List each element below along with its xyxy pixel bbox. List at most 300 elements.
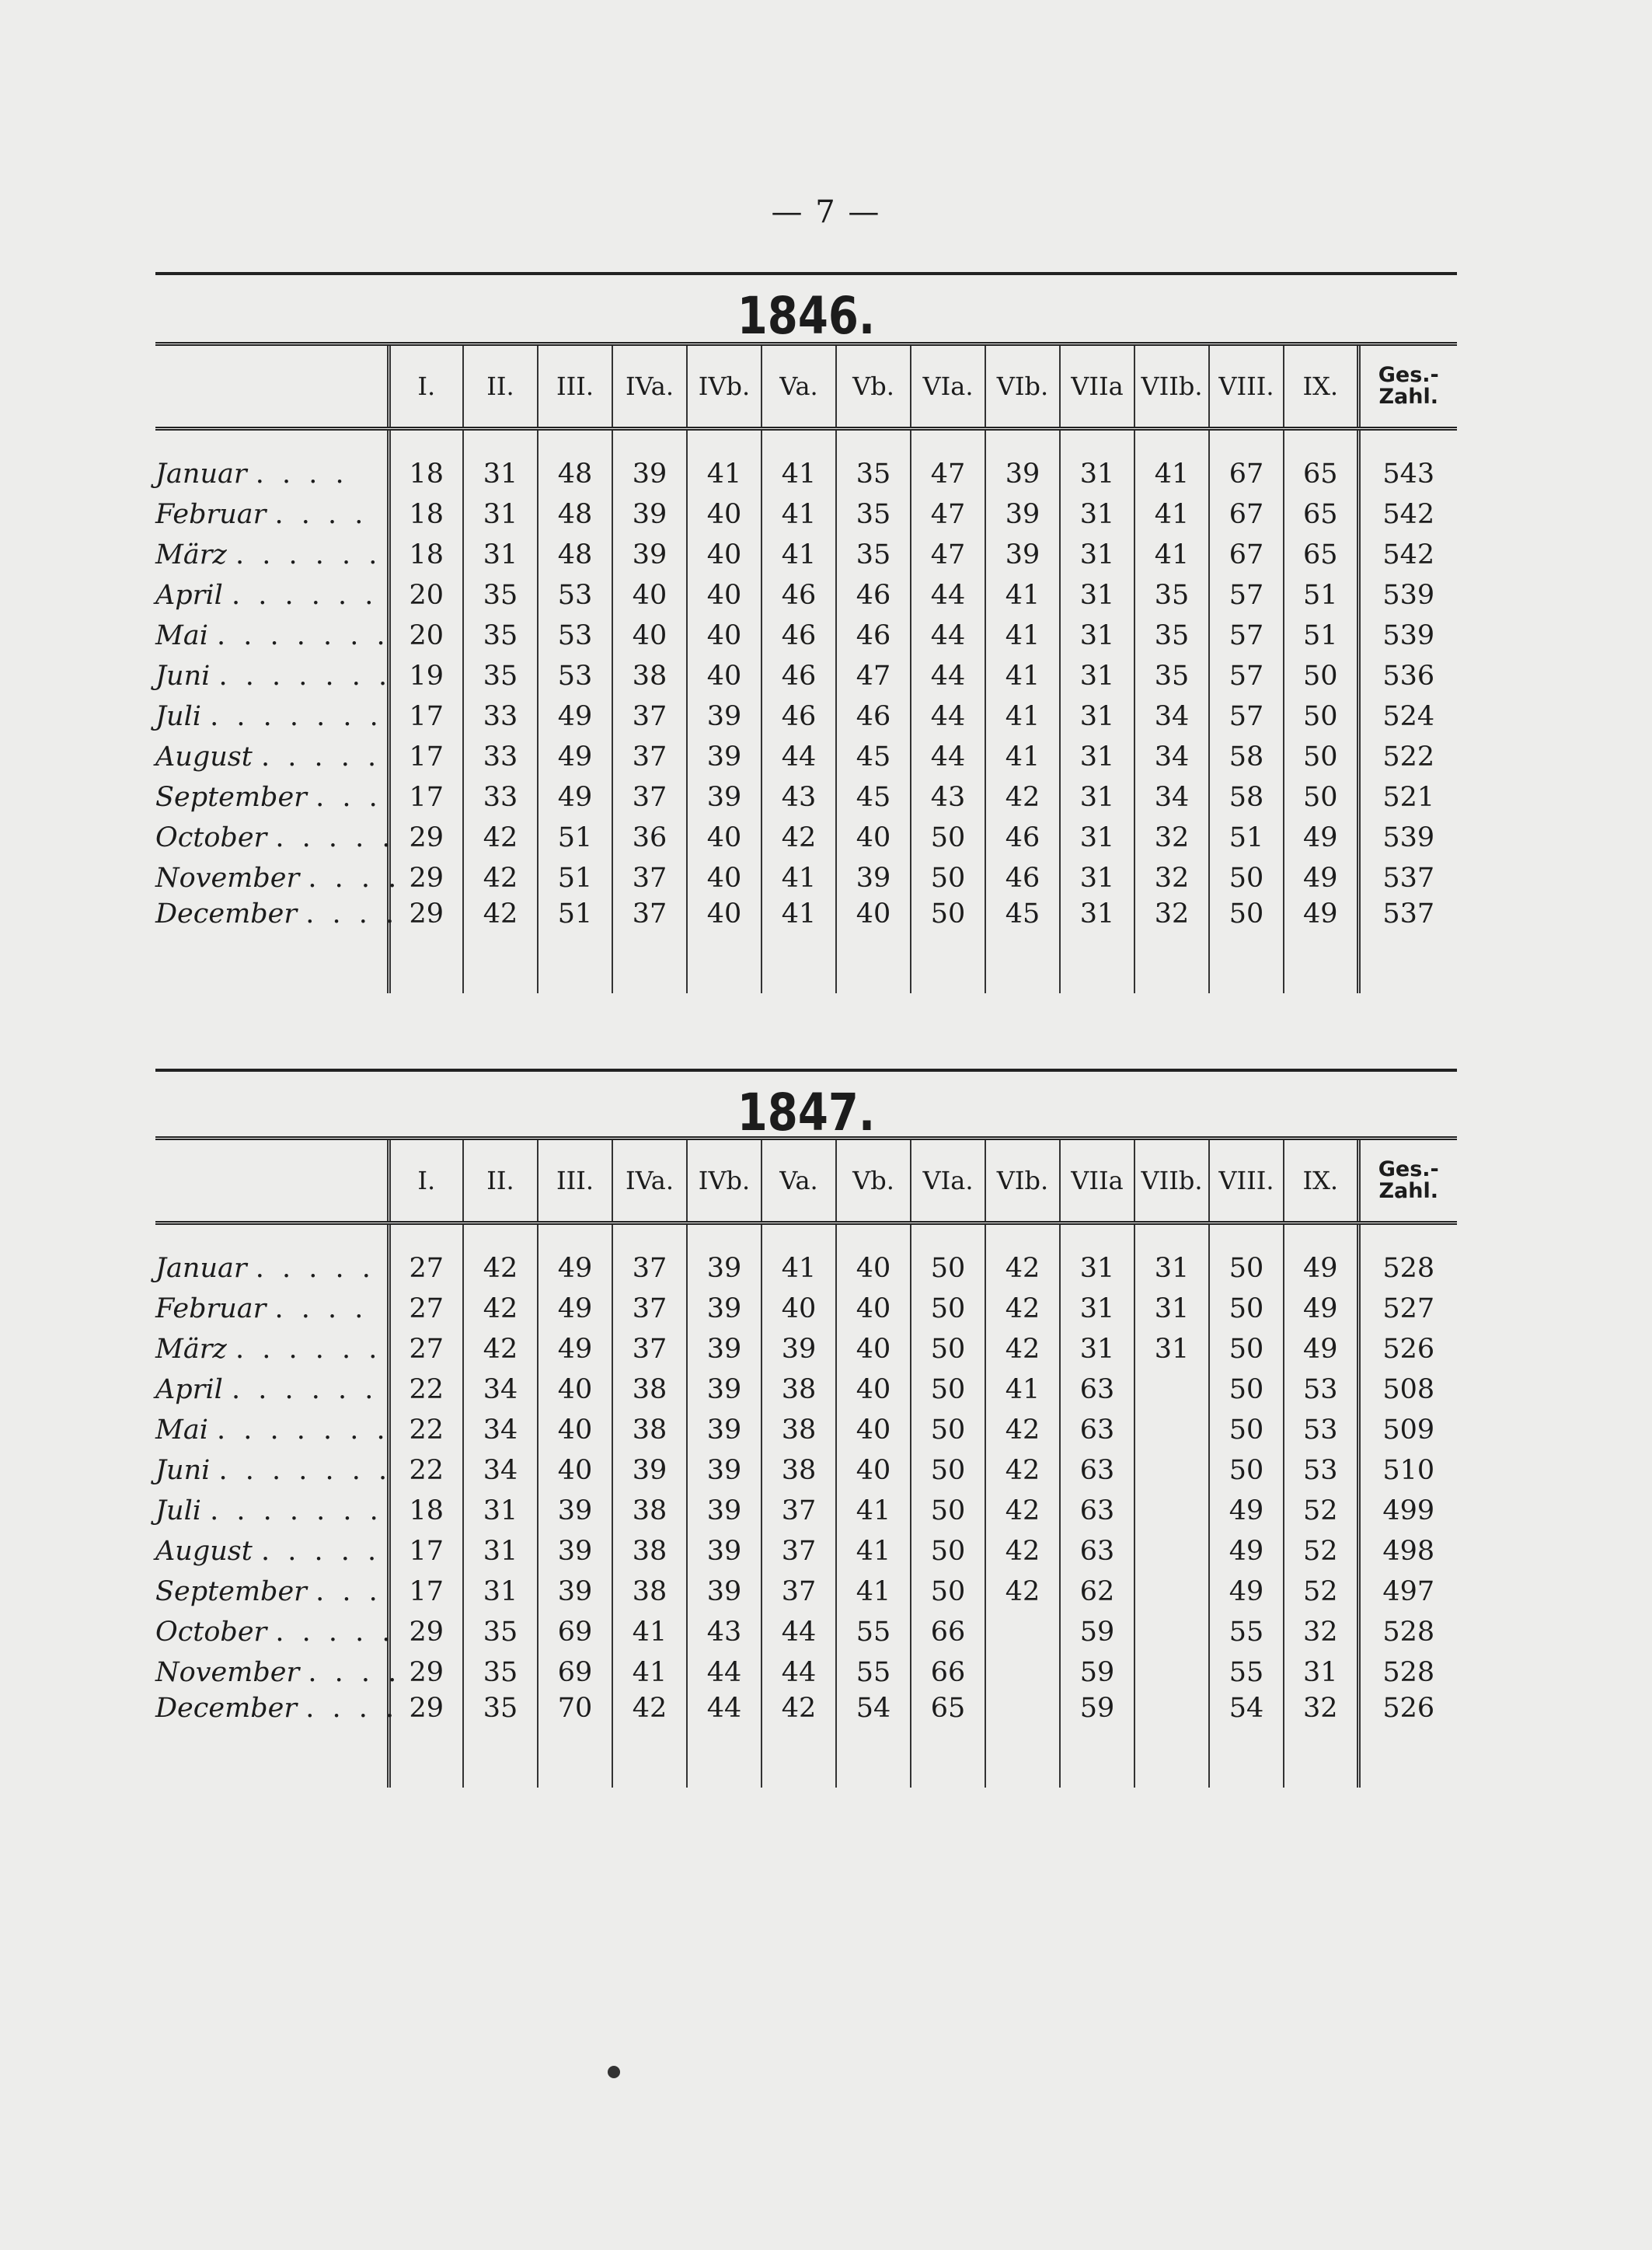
value-cell: 48	[538, 535, 612, 575]
value-cell: 41	[1134, 535, 1209, 575]
value-cell: 31	[463, 1572, 538, 1612]
value-cell: 41	[762, 858, 836, 898]
month-label: Mai	[155, 620, 208, 651]
leader-dots: . . . . . . .	[217, 620, 390, 651]
column-header: Vb.	[836, 344, 911, 429]
value-cell: 38	[612, 1572, 687, 1612]
value-cell	[985, 1693, 1060, 1788]
value-cell: 40	[836, 1410, 911, 1450]
value-cell: 41	[762, 535, 836, 575]
value-cell: 539	[1358, 575, 1457, 616]
value-cell: 46	[985, 858, 1060, 898]
value-cell: 63	[1060, 1531, 1134, 1572]
table-row	[155, 1450, 1457, 1491]
value-cell: 50	[911, 858, 985, 898]
value-cell: 40	[687, 575, 762, 616]
month-cell	[155, 1572, 389, 1612]
value-cell: 49	[1284, 1223, 1358, 1289]
value-cell: 35	[463, 575, 538, 616]
leader-dots: . . . .	[308, 1657, 402, 1688]
value-cell: 39	[836, 858, 911, 898]
value-cell: 50	[1209, 1289, 1284, 1329]
value-cell: 59	[1060, 1693, 1134, 1788]
value-cell: 32	[1134, 898, 1209, 993]
table-row	[155, 535, 1457, 575]
column-header: VIIa	[1060, 1139, 1134, 1223]
column-header: VIa.	[911, 1139, 985, 1223]
value-cell: 51	[1284, 616, 1358, 656]
month-label: September	[155, 1576, 307, 1607]
value-cell: 528	[1358, 1652, 1457, 1693]
value-cell: 32	[1134, 858, 1209, 898]
value-cell: 509	[1358, 1410, 1457, 1450]
value-cell: 33	[463, 777, 538, 818]
value-cell	[985, 1612, 1060, 1652]
value-cell: 50	[1284, 696, 1358, 737]
month-label: Februar	[155, 1293, 267, 1324]
value-cell: 49	[538, 696, 612, 737]
column-header: IVa.	[612, 344, 687, 429]
value-cell: 35	[463, 1612, 538, 1652]
month-cell	[155, 575, 389, 616]
value-cell: 39	[538, 1531, 612, 1572]
column-header: IVb.	[687, 344, 762, 429]
value-cell: 53	[538, 616, 612, 656]
value-cell: 39	[612, 429, 687, 495]
value-cell: 35	[836, 535, 911, 575]
value-cell: 29	[389, 1693, 463, 1788]
value-cell: 29	[389, 818, 463, 858]
value-cell: 49	[538, 1289, 612, 1329]
value-cell: 528	[1358, 1223, 1457, 1289]
value-cell: 67	[1209, 429, 1284, 495]
value-cell: 41	[612, 1612, 687, 1652]
value-cell: 35	[1134, 616, 1209, 656]
value-cell: 32	[1284, 1612, 1358, 1652]
value-cell: 40	[836, 1369, 911, 1410]
value-cell: 45	[985, 898, 1060, 993]
value-cell: 35	[1134, 656, 1209, 696]
month-cell	[155, 656, 392, 696]
column-header: VIIb.	[1134, 344, 1209, 429]
value-cell: 526	[1358, 1693, 1457, 1788]
value-cell: 40	[687, 656, 762, 696]
value-cell: 63	[1060, 1450, 1134, 1491]
value-cell: 18	[389, 494, 463, 535]
leader-dots: . . . . . . .	[218, 661, 392, 692]
value-cell: 34	[463, 1450, 538, 1491]
value-cell: 20	[389, 616, 463, 656]
value-cell: 50	[1209, 858, 1284, 898]
value-cell: 50	[1209, 1369, 1284, 1410]
value-cell: 34	[463, 1369, 538, 1410]
value-cell: 41	[985, 1369, 1060, 1410]
month-cell	[155, 1693, 399, 1788]
leader-dots: . . . . . .	[235, 1334, 382, 1365]
month-label: August	[155, 741, 253, 773]
value-cell: 39	[612, 494, 687, 535]
value-cell: 51	[538, 818, 612, 858]
column-header: IX.	[1284, 1139, 1358, 1223]
value-cell: 45	[836, 737, 911, 777]
value-cell: 51	[538, 898, 612, 993]
month-label: December	[155, 898, 298, 930]
value-cell: 44	[687, 1693, 762, 1788]
month-label: August	[155, 1536, 253, 1567]
value-cell: 31	[1060, 429, 1134, 495]
column-header: III.	[538, 1139, 612, 1223]
leader-dots: . . . . .	[275, 1617, 396, 1648]
value-cell	[1134, 1572, 1209, 1612]
value-cell: 37	[612, 1289, 687, 1329]
value-cell: 49	[538, 737, 612, 777]
value-cell: 17	[389, 777, 463, 818]
table-row	[155, 1612, 1457, 1652]
leader-dots: . . . .	[308, 863, 402, 894]
value-cell: 66	[911, 1652, 985, 1693]
value-cell: 31	[1060, 575, 1134, 616]
value-cell: 31	[463, 535, 538, 575]
leader-dots: . . .	[315, 782, 382, 813]
value-cell: 41	[762, 429, 836, 495]
value-cell: 498	[1358, 1531, 1457, 1572]
value-cell: 40	[538, 1369, 612, 1410]
value-cell: 34	[1134, 696, 1209, 737]
value-cell: 22	[389, 1369, 463, 1410]
value-cell: 536	[1358, 656, 1457, 696]
value-cell: 49	[1284, 1289, 1358, 1329]
value-cell: 54	[836, 1693, 911, 1788]
value-cell: 33	[463, 737, 538, 777]
value-cell: 39	[687, 1531, 762, 1572]
value-cell: 41	[687, 429, 762, 495]
value-cell: 537	[1358, 858, 1457, 898]
value-cell: 37	[612, 777, 687, 818]
value-cell: 539	[1358, 616, 1457, 656]
value-cell: 31	[1060, 696, 1134, 737]
column-header: Va.	[762, 344, 836, 429]
value-cell: 31	[1060, 818, 1134, 858]
value-cell: 49	[1284, 898, 1358, 993]
value-cell: 27	[389, 1329, 463, 1369]
table-row	[155, 1369, 1457, 1410]
value-cell: 22	[389, 1410, 463, 1450]
table-row	[155, 1223, 1457, 1289]
value-cell: 46	[836, 575, 911, 616]
value-cell: 31	[1060, 616, 1134, 656]
leader-dots: . . . . .	[255, 1253, 375, 1284]
value-cell: 31	[1284, 1652, 1358, 1693]
value-cell: 34	[1134, 777, 1209, 818]
value-cell: 31	[1060, 1289, 1134, 1329]
value-cell: 19	[389, 656, 463, 696]
value-cell: 49	[1209, 1491, 1284, 1531]
value-cell: 44	[762, 737, 836, 777]
value-cell	[1134, 1369, 1209, 1410]
value-cell: 40	[687, 616, 762, 656]
month-cell	[155, 616, 389, 656]
value-cell: 528	[1358, 1612, 1457, 1652]
value-cell: 44	[911, 616, 985, 656]
value-cell: 41	[836, 1491, 911, 1531]
value-cell: 41	[762, 898, 836, 993]
value-cell: 49	[538, 1329, 612, 1369]
value-cell: 53	[538, 656, 612, 696]
table-row	[155, 737, 1457, 777]
value-cell: 41	[985, 575, 1060, 616]
table-row	[155, 1289, 1457, 1329]
month-label: März	[155, 1334, 227, 1365]
value-cell	[1134, 1410, 1209, 1450]
column-header: VIb.	[985, 1139, 1060, 1223]
year-heading: 1846.	[737, 286, 876, 346]
value-cell: 40	[538, 1410, 612, 1450]
value-cell	[1134, 1531, 1209, 1572]
value-cell: 69	[538, 1652, 612, 1693]
month-label: October	[155, 1617, 267, 1648]
value-cell: 42	[985, 1450, 1060, 1491]
table-row	[155, 1652, 1457, 1693]
value-cell: 53	[538, 575, 612, 616]
value-cell: 42	[463, 1329, 538, 1369]
value-cell	[985, 1652, 1060, 1693]
value-cell: 40	[836, 818, 911, 858]
header-row	[155, 1139, 1457, 1223]
value-cell: 37	[612, 737, 687, 777]
value-cell: 42	[985, 1223, 1060, 1289]
value-cell: 39	[538, 1491, 612, 1531]
value-cell: 50	[1209, 1450, 1284, 1491]
value-cell: 50	[911, 1223, 985, 1289]
leader-dots: . . . . .	[260, 741, 382, 773]
value-cell: 32	[1134, 818, 1209, 858]
month-label: November	[155, 863, 300, 894]
value-cell: 42	[762, 818, 836, 858]
table-row	[155, 777, 1457, 818]
month-label: Februar	[155, 499, 267, 530]
value-cell: 35	[1134, 575, 1209, 616]
value-cell: 49	[1284, 818, 1358, 858]
value-cell: 499	[1358, 1491, 1457, 1531]
value-cell: 34	[1134, 737, 1209, 777]
value-cell: 29	[389, 898, 463, 993]
value-cell: 44	[762, 1652, 836, 1693]
leader-dots: . . . .	[274, 499, 368, 530]
value-cell: 42	[463, 1289, 538, 1329]
value-cell: 50	[911, 1289, 985, 1329]
column-header: Ges.- Zahl.	[1358, 1139, 1457, 1223]
value-cell: 49	[1284, 858, 1358, 898]
column-header: Va.	[762, 1139, 836, 1223]
month-cell	[155, 777, 389, 818]
column-header: IVa.	[612, 1139, 687, 1223]
value-cell: 31	[463, 494, 538, 535]
value-cell: 46	[836, 696, 911, 737]
value-cell: 17	[389, 1572, 463, 1612]
data-table	[155, 1136, 1457, 1788]
month-label: November	[155, 1657, 300, 1688]
value-cell: 50	[911, 1491, 985, 1531]
value-cell: 35	[463, 616, 538, 656]
column-header: I.	[389, 344, 463, 429]
value-cell: 66	[911, 1612, 985, 1652]
value-cell: 40	[762, 1289, 836, 1329]
value-cell: 42	[985, 1491, 1060, 1531]
value-cell: 22	[389, 1450, 463, 1491]
value-cell	[1134, 1652, 1209, 1693]
value-cell: 40	[687, 494, 762, 535]
column-header: VIb.	[985, 344, 1060, 429]
month-label: April	[155, 580, 223, 611]
value-cell: 39	[538, 1572, 612, 1612]
value-cell: 54	[1209, 1693, 1284, 1788]
value-cell: 49	[1284, 1329, 1358, 1369]
value-cell: 44	[911, 696, 985, 737]
value-cell: 37	[612, 898, 687, 993]
value-cell: 46	[762, 656, 836, 696]
value-cell: 29	[389, 1652, 463, 1693]
value-cell: 38	[762, 1369, 836, 1410]
month-header	[155, 1139, 389, 1223]
value-cell: 59	[1060, 1612, 1134, 1652]
value-cell: 41	[985, 696, 1060, 737]
value-cell: 39	[687, 1289, 762, 1329]
value-cell: 47	[911, 494, 985, 535]
value-cell: 31	[1060, 898, 1134, 993]
value-cell: 31	[1134, 1329, 1209, 1369]
value-cell: 69	[538, 1612, 612, 1652]
month-cell	[155, 1612, 396, 1652]
value-cell: 38	[762, 1410, 836, 1450]
value-cell: 17	[389, 737, 463, 777]
value-cell: 543	[1358, 429, 1457, 495]
value-cell: 32	[1284, 1693, 1358, 1788]
table-row	[155, 616, 1457, 656]
value-cell: 526	[1358, 1329, 1457, 1369]
value-cell: 17	[389, 1531, 463, 1572]
value-cell: 40	[612, 575, 687, 616]
value-cell: 50	[1209, 898, 1284, 993]
value-cell: 31	[463, 429, 538, 495]
value-cell: 38	[612, 1369, 687, 1410]
value-cell: 49	[1209, 1531, 1284, 1572]
value-cell: 29	[389, 858, 463, 898]
value-cell: 39	[687, 696, 762, 737]
value-cell: 18	[389, 535, 463, 575]
table-row	[155, 818, 1457, 858]
month-cell	[155, 1329, 389, 1369]
value-cell: 46	[836, 616, 911, 656]
value-cell: 67	[1209, 535, 1284, 575]
column-header: VIIa	[1060, 344, 1134, 429]
value-cell: 38	[612, 1410, 687, 1450]
leader-dots: . . . . . . .	[210, 1495, 383, 1526]
column-header: II.	[463, 1139, 538, 1223]
column-header: I.	[389, 1139, 463, 1223]
value-cell: 31	[463, 1491, 538, 1531]
value-cell: 52	[1284, 1531, 1358, 1572]
month-cell	[155, 1410, 389, 1450]
month-cell	[155, 818, 396, 858]
value-cell: 42	[985, 1329, 1060, 1369]
value-cell: 46	[762, 616, 836, 656]
value-cell: 20	[389, 575, 463, 616]
month-label: Juli	[155, 1495, 201, 1526]
value-cell: 38	[612, 1531, 687, 1572]
value-cell: 55	[1209, 1612, 1284, 1652]
value-cell: 50	[1209, 1410, 1284, 1450]
month-label: Januar	[155, 1253, 247, 1284]
value-cell: 53	[1284, 1450, 1358, 1491]
value-cell: 40	[612, 616, 687, 656]
value-cell: 38	[612, 1491, 687, 1531]
value-cell: 40	[538, 1450, 612, 1491]
value-cell: 62	[1060, 1572, 1134, 1612]
month-cell	[155, 494, 389, 535]
value-cell: 33	[463, 696, 538, 737]
value-cell: 44	[911, 737, 985, 777]
value-cell: 49	[538, 1223, 612, 1289]
value-cell: 41	[1134, 494, 1209, 535]
table-row	[155, 1329, 1457, 1369]
month-cell	[155, 535, 389, 575]
table-row	[155, 429, 1457, 495]
value-cell: 508	[1358, 1369, 1457, 1410]
value-cell: 29	[389, 1612, 463, 1652]
month-cell	[155, 1531, 389, 1572]
month-cell	[155, 429, 389, 495]
value-cell: 35	[836, 494, 911, 535]
leader-dots: . . . . . . .	[217, 1415, 390, 1446]
table-row	[155, 696, 1457, 737]
month-label: Juni	[155, 1455, 211, 1486]
value-cell: 37	[762, 1531, 836, 1572]
value-cell: 522	[1358, 737, 1457, 777]
value-cell: 44	[687, 1652, 762, 1693]
value-cell: 31	[1060, 656, 1134, 696]
value-cell: 42	[985, 1531, 1060, 1572]
value-cell: 47	[836, 656, 911, 696]
value-cell: 42	[985, 1572, 1060, 1612]
value-cell: 41	[762, 1223, 836, 1289]
value-cell: 27	[389, 1289, 463, 1329]
value-cell: 41	[1134, 429, 1209, 495]
value-cell: 40	[687, 898, 762, 993]
leader-dots: . . . . . .	[235, 539, 382, 570]
page-number: — 7 —	[771, 194, 881, 230]
value-cell: 40	[836, 1329, 911, 1369]
value-cell: 51	[538, 858, 612, 898]
value-cell: 42	[985, 1289, 1060, 1329]
value-cell: 50	[1209, 1329, 1284, 1369]
value-cell	[1134, 1693, 1209, 1788]
value-cell: 38	[762, 1450, 836, 1491]
value-cell: 40	[836, 898, 911, 993]
value-cell: 39	[687, 1410, 762, 1450]
value-cell: 39	[985, 429, 1060, 495]
value-cell: 42	[985, 1410, 1060, 1450]
table-row	[155, 1531, 1457, 1572]
value-cell: 37	[612, 1223, 687, 1289]
value-cell: 57	[1209, 696, 1284, 737]
value-cell: 39	[687, 1223, 762, 1289]
year-heading: 1847.	[737, 1083, 876, 1142]
column-header: III.	[538, 344, 612, 429]
value-cell: 67	[1209, 494, 1284, 535]
month-cell	[155, 1289, 389, 1329]
top-rule	[155, 1069, 1457, 1072]
leader-dots: . . . . . .	[231, 580, 378, 611]
